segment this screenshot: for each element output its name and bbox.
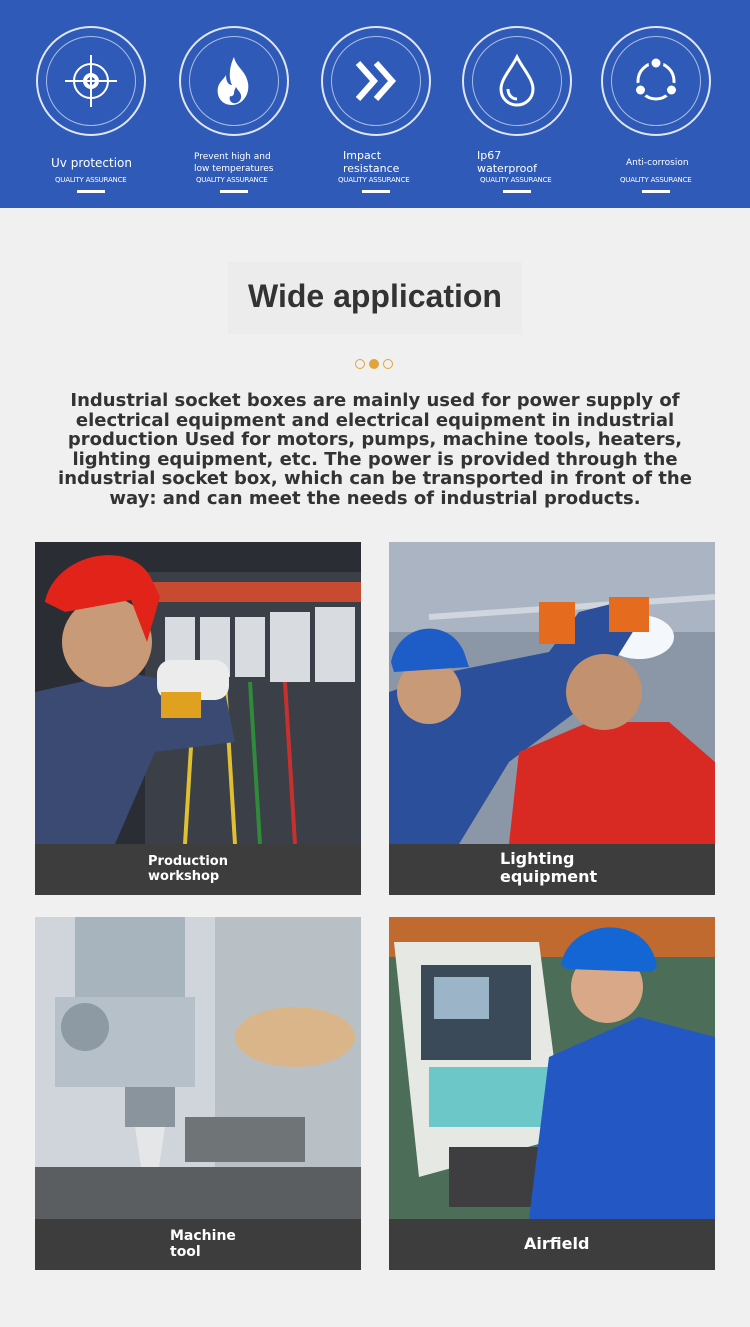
feature-label: Ip67 waterproof bbox=[477, 149, 537, 175]
card-caption bbox=[35, 844, 361, 895]
feature-anti-corrosion bbox=[582, 0, 732, 208]
card-label: Machine tool bbox=[170, 1228, 236, 1260]
worker-at-control-panel-photo bbox=[389, 917, 715, 1219]
application-card-machine-tool[interactable] bbox=[35, 917, 361, 1270]
cycle-dots-icon bbox=[628, 53, 684, 109]
card-label: Airfield bbox=[524, 1234, 590, 1253]
dot-indicator bbox=[355, 359, 365, 369]
feature-icon-ring bbox=[462, 26, 572, 136]
card-label: Lighting equipment bbox=[500, 849, 598, 886]
feature-impact-resistance bbox=[302, 0, 452, 208]
electrician-at-switchboard-photo bbox=[35, 542, 361, 844]
feature-uv-protection bbox=[17, 0, 167, 208]
application-card-lighting-equipment[interactable] bbox=[389, 542, 715, 895]
feature-banner bbox=[0, 0, 750, 208]
pagination-dots bbox=[355, 359, 397, 369]
feature-label: Anti-corrosion bbox=[626, 158, 689, 168]
card-label: Production workshop bbox=[148, 854, 228, 884]
application-card-airfield[interactable] bbox=[389, 917, 715, 1270]
card-caption bbox=[389, 1219, 715, 1270]
card-caption bbox=[35, 1219, 361, 1270]
divider-bar bbox=[220, 190, 248, 193]
crosshair-icon bbox=[63, 53, 119, 109]
feature-icon-ring bbox=[601, 26, 711, 136]
milling-machine-photo bbox=[35, 917, 361, 1219]
workers-installing-light-photo bbox=[389, 542, 715, 844]
dot-indicator-active bbox=[369, 359, 379, 369]
feature-label: Uv protection bbox=[51, 156, 132, 170]
feature-temperature bbox=[160, 0, 310, 208]
application-card-production-workshop[interactable] bbox=[35, 542, 361, 895]
feature-icon-ring bbox=[321, 26, 431, 136]
water-drop-icon bbox=[489, 53, 545, 109]
divider-bar bbox=[642, 190, 670, 193]
section-title: Wide application bbox=[248, 278, 502, 314]
divider-bar bbox=[362, 190, 390, 193]
quality-assurance-badge: QUALITY ASSURANCE bbox=[196, 176, 268, 184]
divider-bar bbox=[503, 190, 531, 193]
feature-icon-ring bbox=[179, 26, 289, 136]
quality-assurance-badge: QUALITY ASSURANCE bbox=[480, 176, 552, 184]
feature-waterproof bbox=[443, 0, 593, 208]
quality-assurance-badge: QUALITY ASSURANCE bbox=[338, 176, 410, 184]
double-chevron-right-icon bbox=[348, 53, 404, 109]
quality-assurance-badge: QUALITY ASSURANCE bbox=[620, 176, 692, 184]
card-caption bbox=[389, 844, 715, 895]
divider-bar bbox=[77, 190, 105, 193]
dot-indicator bbox=[383, 359, 393, 369]
feature-label: Impact resistance bbox=[343, 149, 400, 175]
quality-assurance-badge: QUALITY ASSURANCE bbox=[55, 176, 127, 184]
feature-label: Prevent high and low temperatures bbox=[194, 152, 274, 174]
section-description: Industrial socket boxes are mainly used for power supply of electrical equipment and electrical equipment in industrial production Used for motors, pumps, machine tools, heaters, lighting equipment, etc. The power is provided through the industrial socket box, which can be transported in front of the way: and can meet the needs of industrial products. bbox=[58, 390, 692, 509]
flame-icon bbox=[206, 53, 262, 109]
feature-icon-ring bbox=[36, 26, 146, 136]
